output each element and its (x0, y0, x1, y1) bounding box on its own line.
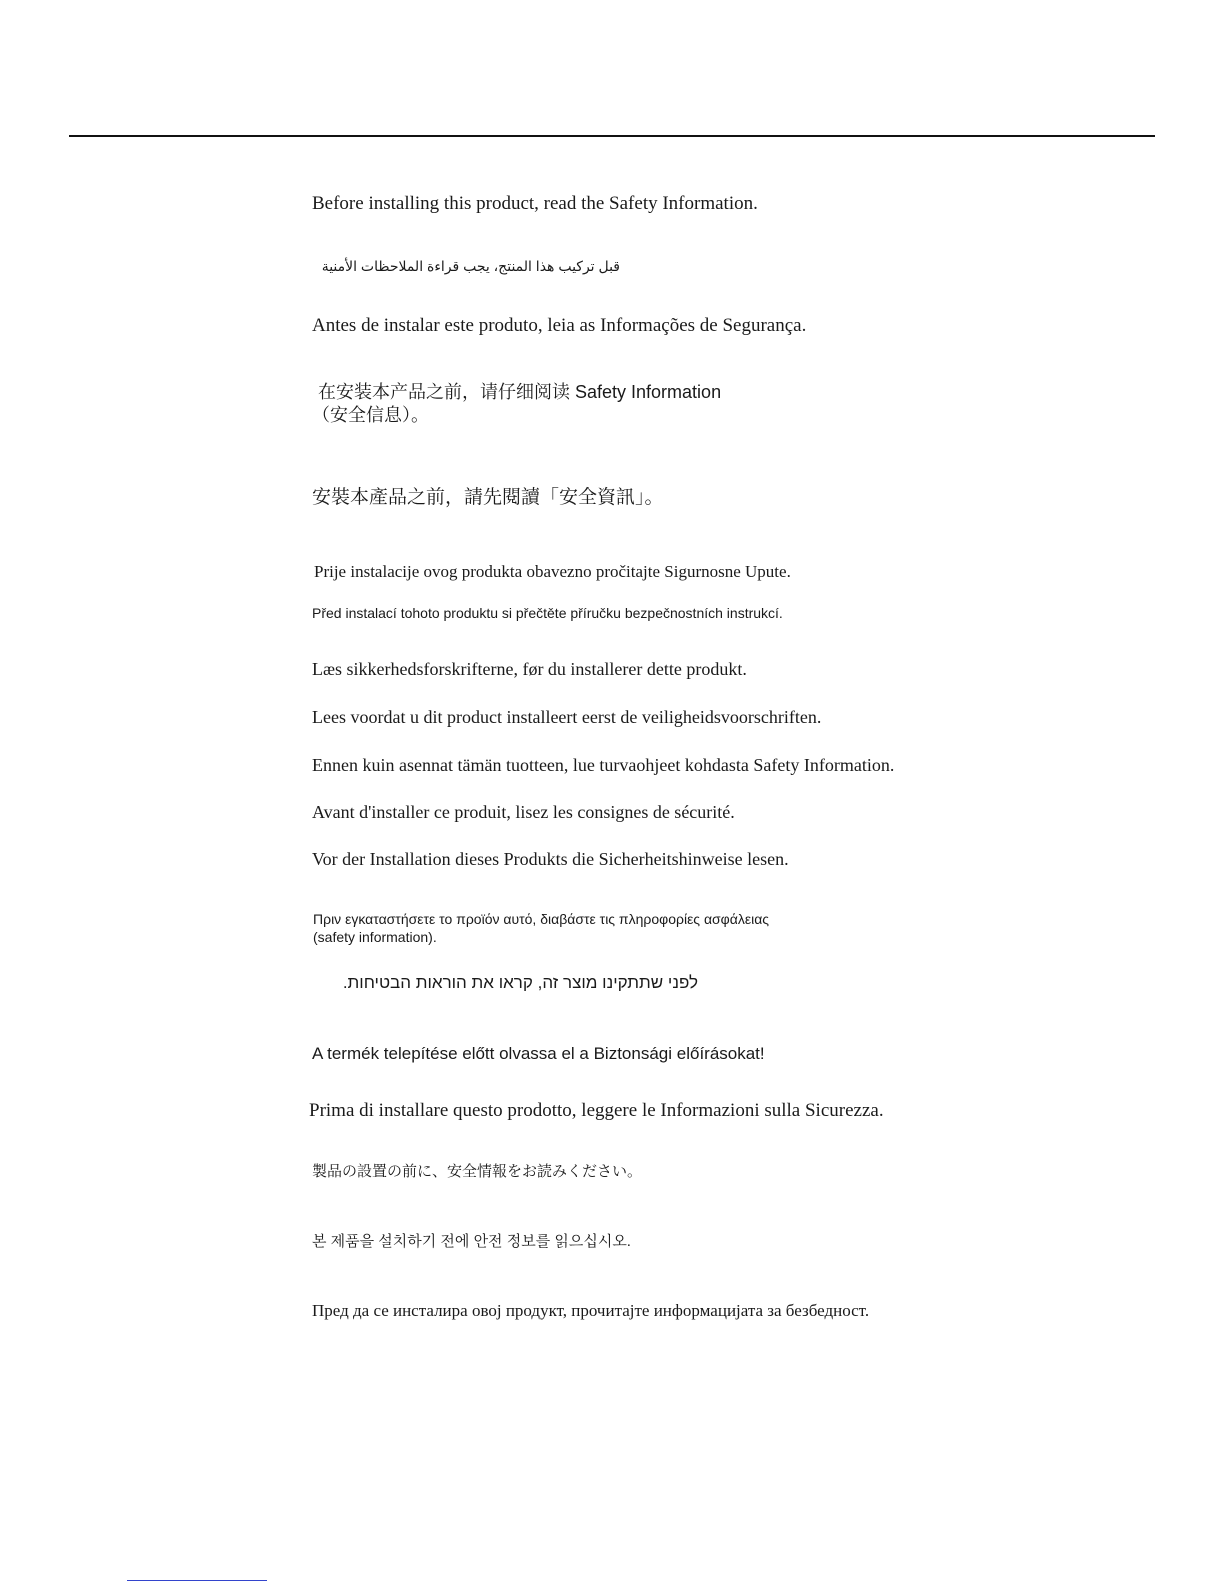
notice-chinese-traditional: 安裝本產品之前，請先閱讀「安全資訊」。 (312, 486, 664, 508)
notice-greek-line1: Πριν εγκαταστήσετε το προϊόν αυτό, διαβάστε τις πληροφορίες ασφάλειας (313, 911, 770, 927)
footer-link-underline (127, 1580, 267, 1581)
notice-portuguese: Antes de instalar este produto, leia as Informações de Segurança. (312, 315, 807, 336)
notice-chinese-simplified-line2: （安全信息）。 (312, 405, 429, 425)
notice-arabic: قبل تركيب هذا المنتج، يجب قراءة الملاحظات الأمنية (321, 258, 620, 274)
notice-macedonian: Пред да се инсталира овој продукт, прочитајте информацијата за безбедност. (312, 1301, 870, 1320)
notice-chinese-simplified-line1: 在安装本产品之前，请仔细阅读 Safety Information (318, 382, 722, 402)
notice-hungarian: A termék telepítése előtt olvassa el a Biztonsági előírásokat! (312, 1044, 765, 1063)
notice-dutch: Lees voordat u dit product installeert eerst de veiligheidsvoorschriften. (312, 707, 822, 727)
notice-german: Vor der Installation dieses Produkts die Sicherheitshinweise lesen. (312, 849, 789, 869)
notice-finnish: Ennen kuin asennat tämän tuotteen, lue turvaohjeet kohdasta Safety Information. (312, 755, 895, 775)
notice-hebrew: לפני שתתקינו מוצר זה, קראו את הוראות הבטיחות. (342, 973, 698, 992)
notice-italian: Prima di installare questo prodotto, leggere le Informazioni sulla Sicurezza. (309, 1100, 884, 1121)
notice-japanese: 製品の設置の前に、安全情報をお読みください。 (312, 1163, 643, 1180)
header-rule (69, 135, 1155, 137)
notice-danish: Læs sikkerhedsforskrifterne, før du installerer dette produkt. (312, 659, 747, 679)
notice-english: Before installing this product, read the Safety Information. (312, 193, 758, 214)
notice-korean: 본 제품을 설치하기 전에 안전 정보를 읽으십시오. (312, 1233, 631, 1250)
notice-croatian: Prije instalacije ovog produkta obavezno pročitajte Sigurnosne Upute. (314, 562, 791, 581)
notice-french: Avant d'installer ce produit, lisez les consignes de sécurité. (312, 802, 735, 822)
notice-czech: Před instalací tohoto produktu si přečtěte příručku bezpečnostních instrukcí. (312, 605, 783, 621)
notice-greek-line2: (safety information). (313, 929, 437, 945)
